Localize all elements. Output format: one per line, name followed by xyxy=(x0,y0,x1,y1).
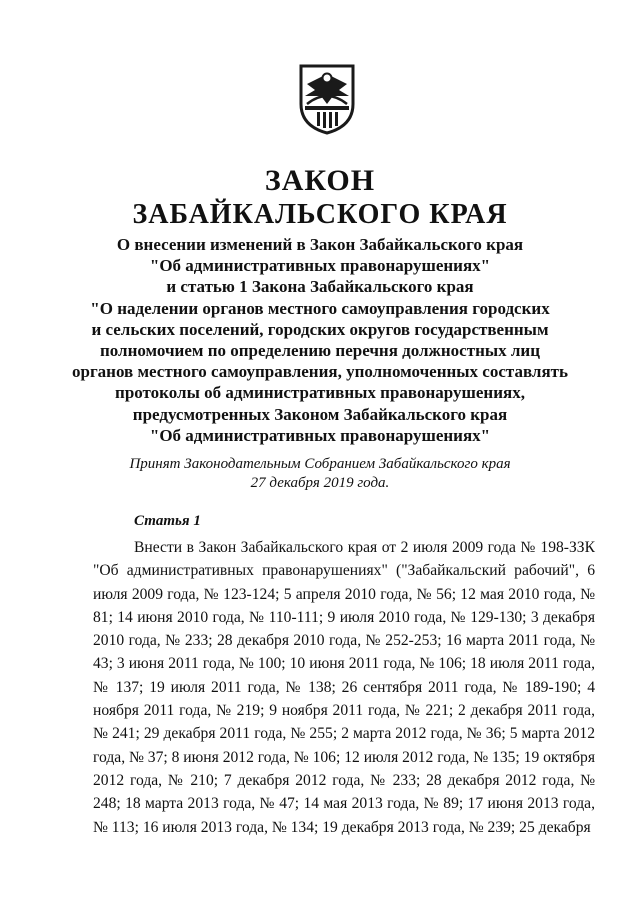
subtitle-line: "Об административных правонарушениях" xyxy=(149,256,491,276)
subtitle-line: протоколы об административных правонарушениях, xyxy=(115,383,525,403)
subtitle-line: "О наделении органов местного самоуправления городских xyxy=(90,298,550,318)
law-subtitle xyxy=(20,234,620,446)
law-title: ЗАКОН xyxy=(264,164,376,197)
adoption-note xyxy=(0,455,640,493)
subtitle-line: и статью 1 Закона Забайкальского края xyxy=(166,277,474,297)
subtitle-line: "Об административных правонарушениях" xyxy=(149,425,491,445)
article-heading: Статья 1 xyxy=(134,513,201,529)
subtitle-line: полномочием по определению перечня должностных лиц xyxy=(99,341,541,361)
subtitle-line: О внесении изменений в Закон Забайкальского края xyxy=(116,235,524,254)
subtitle-line: и сельских поселений, городских округов государственным xyxy=(91,319,549,339)
subtitle-line: органов местного самоуправления, уполномоченных составлять xyxy=(71,362,568,382)
coat-of-arms-icon xyxy=(295,60,359,136)
adoption-date: 27 декабря 2019 года. xyxy=(250,475,390,491)
law-region-title: ЗАБАЙКАЛЬСКОГО КРАЯ xyxy=(132,199,508,230)
article-body: Внести в Закон Забайкальского края от 2 июля 2009 года № 198-ЗЗК "Об административных правонарушениях" ("Забайкальский рабочий", 6 июля 2009 года, № 123-124; 5 апреля 2010 года, № 56; 12 мая 2010 года, № 81; 14 июня 2010 года, № 110-111; 9 июля 2010 года, № 129-130; 3 декабря 2010 года, № 233; 28 декабря 2010 года, № 252-253; 16 марта 2011 года, № 43; 3 июня 2011 года, № 100; 10 июня 2011 года, № 106; 18 июля 2011 года, № 137; 19 июля 2011 года, № 138; 26 сентября 2011 года, № 189-190; 4 ноября 2011 года, № 219; 9 ноября 2011 года, № 221; 2 декабря 2011 года, № 241; 29 декабря 2011 года, № 255; 2 марта 2012 года, № 36; 5 марта 2012 года, № 37; 8 июня 2012 года, № 106; 12 июля 2012 года, № 135; 19 октября 2012 года, № 210; 7 декабря 2012 года, № 233; 28 декабря 2012 года, № 248; 18 марта 2013 года, № 47; 14 мая 2013 года, № 89; 17 июня 2013 года, № 113; 16 июля 2013 года, № 134; 19 декабря 2013 года, № 239; 25 декабря xyxy=(93,539,595,836)
adoption-line: Принят Законодательным Собранием Забайкальского края xyxy=(129,456,511,472)
subtitle-line: предусмотренных Законом Забайкальского края xyxy=(132,404,508,424)
